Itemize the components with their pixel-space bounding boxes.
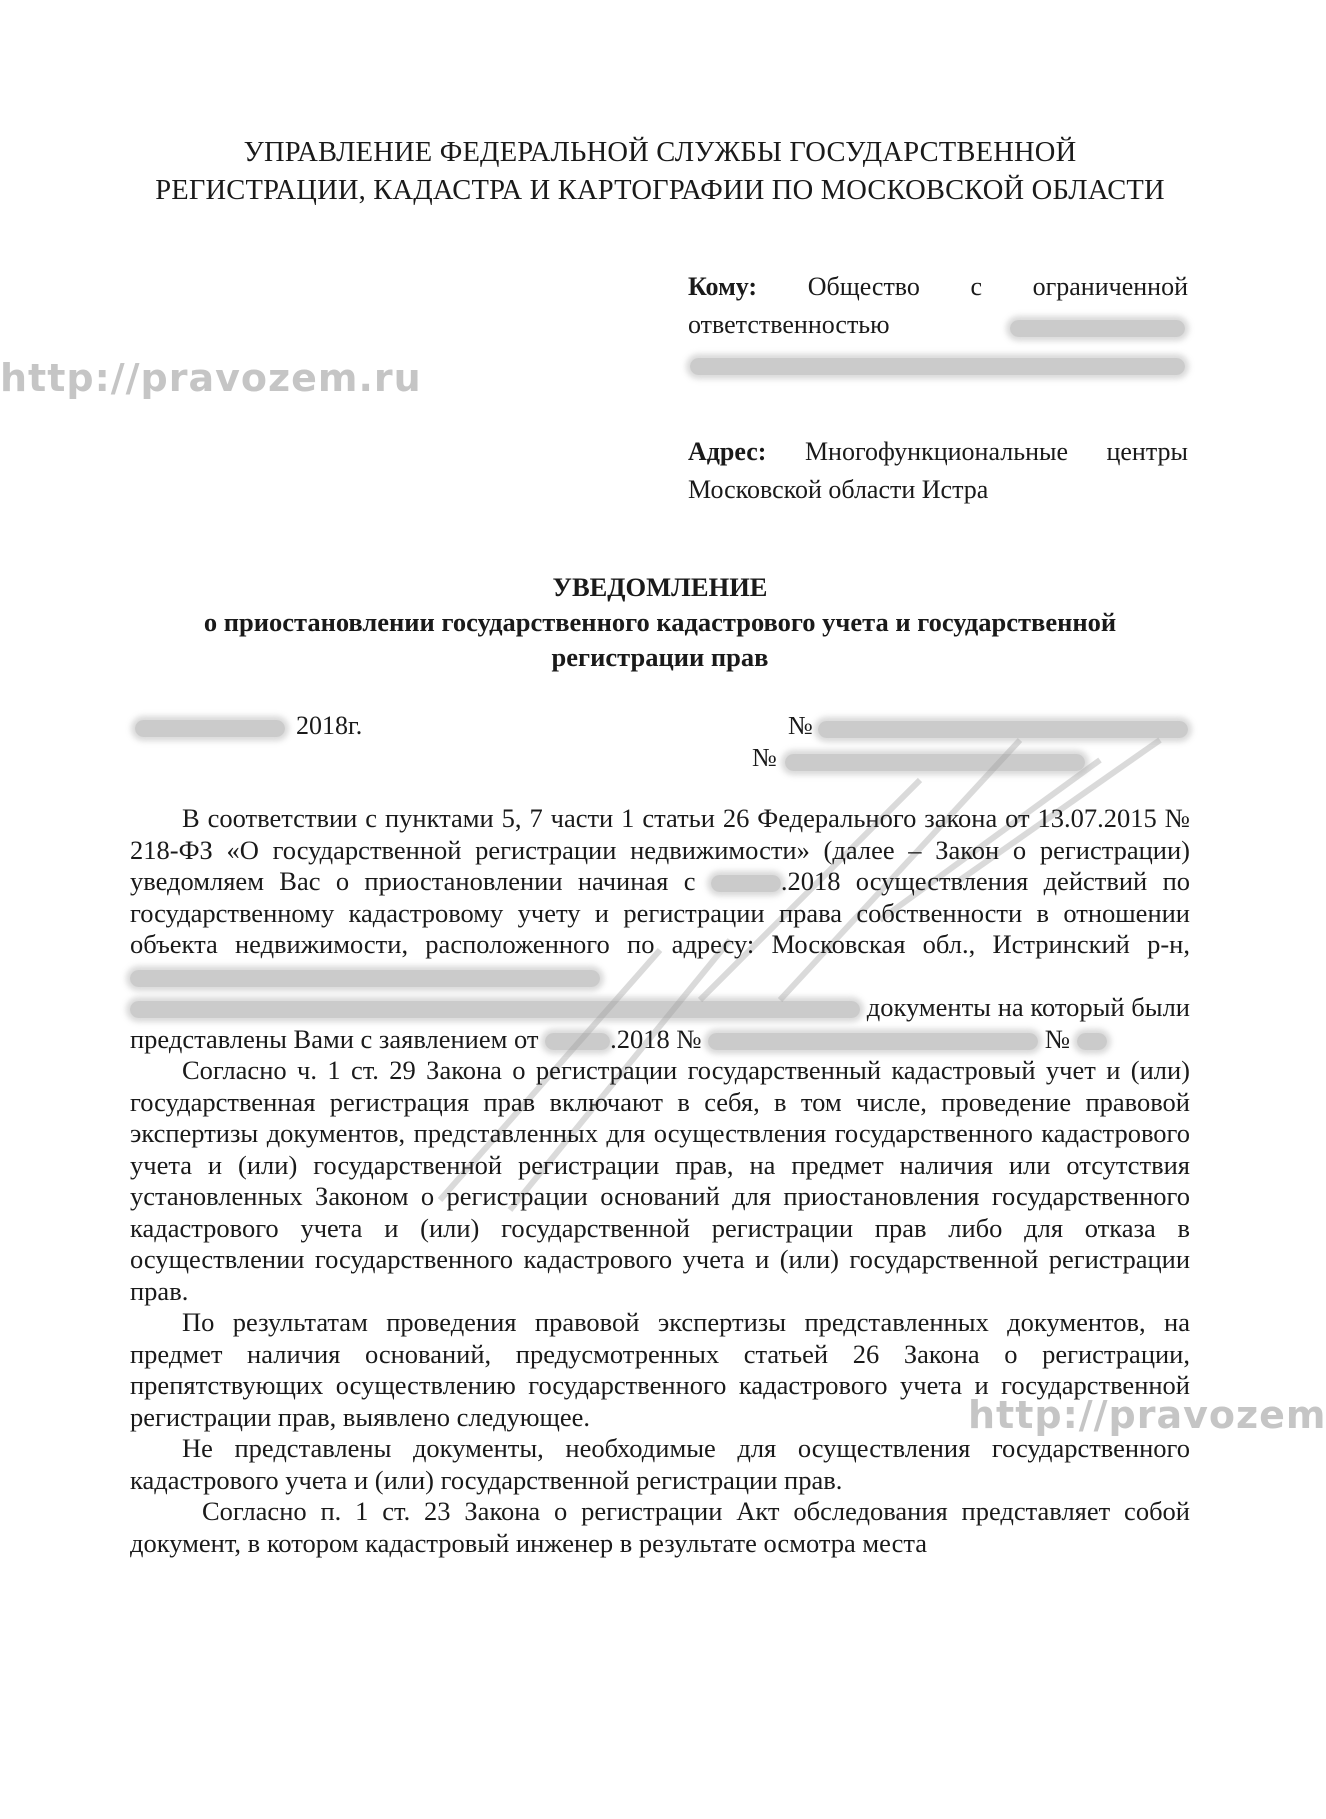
document-date: 2018г.	[296, 711, 363, 740]
issuer-header	[130, 134, 1190, 210]
notice-title-sub: о приостановлении государственного кадастрового учета и государственной регистрации прав	[203, 607, 1117, 672]
redacted-registration-number	[1077, 1033, 1107, 1050]
notice-title-main: УВЕДОМЛЕНИЕ	[552, 572, 768, 602]
watermark-url-left: http://pravozem.ru	[0, 356, 422, 400]
paragraph-3: По результатам проведения правовой экспертизы представленных документов, на предмет наличия оснований, предусмотренных статьей 26 Закона о регистрации, препятствующих осуществлению государственного кадастрового учета и государственной регистрации прав, выявлено следующее.	[130, 1307, 1190, 1432]
number-sign-1: №	[788, 711, 813, 740]
watermark-url-right: http://pravozem	[968, 1393, 1326, 1437]
recipient-address	[688, 433, 1188, 509]
paragraph-1-part-b: .2018 осуществления действий по государственному кадастровому учету и регистрации права собственности в отношении объекта недвижимости, расположенного по адресу: Московская обл., Истринский р-н,	[130, 866, 1190, 959]
redacted-start-date	[711, 875, 781, 892]
redacted-number-1	[818, 721, 1188, 738]
recipient-address-value: Многофункциональные центры Московской области Истра	[688, 437, 1188, 504]
redacted-date	[135, 720, 285, 737]
redacted-object-address-2	[130, 1001, 860, 1018]
notice-body	[130, 803, 1190, 1559]
redacted-company-name-2	[690, 358, 1185, 375]
paragraph-4: Не представлены документы, необходимые для осуществления государственного кадастрового учета и (или) государственной регистрации прав.	[130, 1433, 1190, 1495]
notice-title	[130, 570, 1190, 675]
redacted-company-name-1	[1010, 320, 1185, 337]
issuer-header-line1: УПРАВЛЕНИЕ ФЕДЕРАЛЬНОЙ СЛУЖБЫ ГОСУДАРСТВЕННОЙ	[243, 137, 1077, 168]
redacted-object-address-1	[130, 970, 600, 987]
paragraph-1-part-e: №	[1044, 1023, 1071, 1054]
paragraph-1-part-c: документы на который были представлены Вами с заявлением от	[130, 992, 1190, 1054]
paragraph-1-part-a: В соответствии с пунктами 5, 7 части 1 статьи 26 Федерального закона от 13.07.2015 № 218-ФЗ «О государственной регистрации недвижимости» (далее – Закон о регистрации) уведомляем Вас о приостановлении начиная с	[130, 803, 1190, 896]
number-sign-2: №	[752, 743, 777, 772]
paragraph-1-part-d: .2018 №	[610, 1023, 702, 1054]
redacted-application-number	[708, 1033, 1038, 1050]
paragraph-1	[130, 803, 1190, 1055]
paragraph-5: Согласно п. 1 ст. 23 Закона о регистрации Акт обследования представляет собой документ, в котором кадастровый инженер в результате осмотра места	[130, 1496, 1190, 1558]
recipient-to-value: Общество с ограниченной ответственностью	[688, 272, 1188, 339]
paragraph-2: Согласно ч. 1 ст. 29 Закона о регистрации государственный кадастровый учет и (или) государственная регистрация прав включают в себя, в том числе, проведение правовой экспертизы документов, представленных для осуществления государственного кадастрового учета и (или) государственной регистрации прав, на предмет наличия или отсутствия установленных Законом о регистрации оснований для приостановления государственного кадастрового учета и (или) государственной регистрации прав либо для отказа в осуществлении государственного кадастрового учета и (или) государственной регистрации прав.	[130, 1055, 1190, 1306]
recipient-address-label: Адрес:	[688, 437, 767, 466]
recipient-to-label: Кому:	[688, 272, 758, 301]
redacted-application-date	[545, 1033, 610, 1050]
issuer-header-line2: РЕГИСТРАЦИИ, КАДАСТРА И КАРТОГРАФИИ ПО МОСКОВСКОЙ ОБЛАСТИ	[155, 175, 1165, 206]
redacted-number-2	[785, 754, 1085, 771]
